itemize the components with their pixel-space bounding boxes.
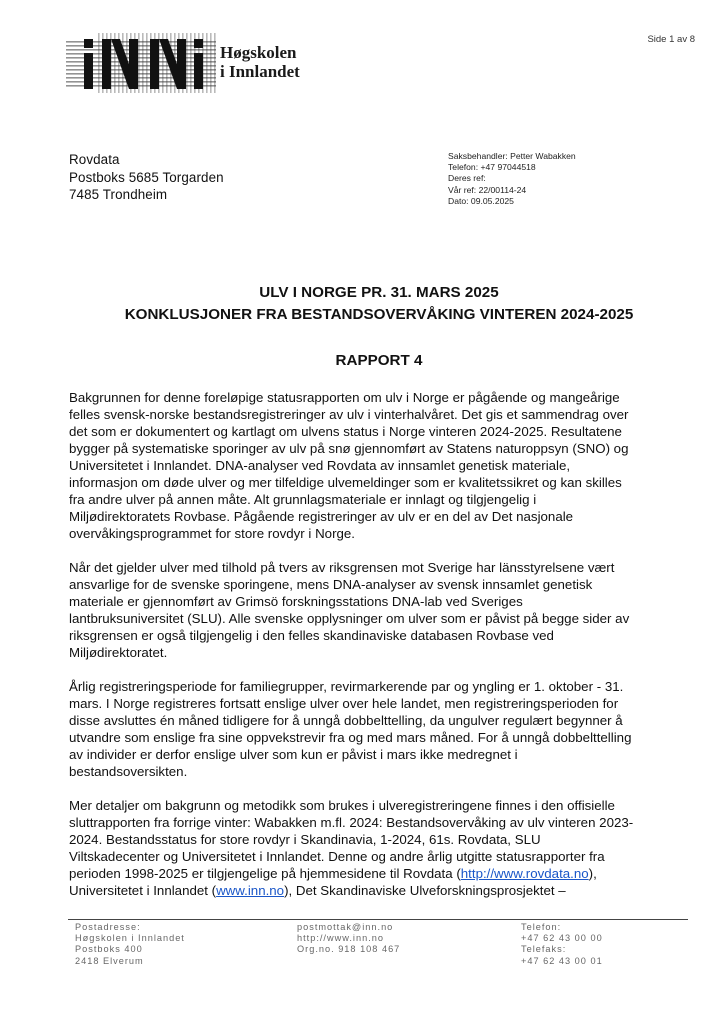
footer-phone xyxy=(521,922,603,967)
text-line: 2024. Bestandsstatus for store rovdyr i Skandinavia, 1-2024, 61s. Rovdata, SLU xyxy=(69,832,541,847)
footer-line: Postboks 400 xyxy=(75,944,143,955)
page-number: Side 1 av 8 xyxy=(647,34,695,45)
paragraph-registration-period xyxy=(69,678,691,780)
recipient-line: Postboks 5685 Torgarden xyxy=(69,169,224,185)
text-line: ansvarlige for de svenske sporingene, mens DNA-analyser av svensk innsamlet genetisk xyxy=(69,577,593,592)
text-line: Miljødirektoratets Rovbase. Pågående registreringer av ulv er en del av Det nasjonale xyxy=(69,509,574,524)
footer-postal-address xyxy=(75,922,185,967)
report-number: RAPPORT 4 xyxy=(335,352,423,369)
text-line: det som er dokumentert og kartlagt om ulvens status i Norge vinteren 2024-2025. Resultatene xyxy=(69,424,622,439)
text-line: felles svensk-norske bestandsregistreringer av ulv i vinterhalvåret. Det gis et sammendrag over xyxy=(69,407,629,422)
footer-contact xyxy=(297,922,400,956)
text-line xyxy=(69,882,691,899)
footer-line: 2418 Elverum xyxy=(75,955,144,966)
text-line: Årlig registreringsperiode for familiegrupper, revirmarkerende par og yngling er 1. oktober - 31. xyxy=(69,679,624,694)
inn-link[interactable]: www.inn.no xyxy=(216,883,285,898)
text-line: informasjon om døde ulver og mer tilfeldige ulvemeldinger som er kvalitetssikret og kan skilles xyxy=(69,475,622,490)
text-segment: ), Det Skandinaviske Ulveforskningsprosjektet – xyxy=(284,883,566,898)
title-line2: KONKLUSJONER FRA BESTANDSOVERVÅKING VINTEREN 2024-2025 xyxy=(124,306,634,323)
text-line xyxy=(69,865,691,882)
recipient-address xyxy=(69,151,224,204)
text-line: Miljødirektoratet. xyxy=(69,645,168,660)
inn-logo-mark-icon xyxy=(66,33,216,95)
text-line: utvandre som enslige fra sine oppvekstrevir fra og med mars måned. For å unngå dobbelttelling xyxy=(69,730,632,745)
text-line: bestandsoversikten. xyxy=(69,764,188,779)
recipient-line: 7485 Trondheim xyxy=(69,187,168,202)
text-segment: ), xyxy=(588,866,597,881)
logo-name-line2: i Innlandet xyxy=(220,62,300,81)
text-line: bygger på systematiske sporinger av ulv på snø gjennomført av Statens naturoppsyn (SNO) og xyxy=(69,441,629,456)
footer-line: Høgskolen i Innlandet xyxy=(75,933,185,944)
text-line: mars. I Norge registreres fortsatt enslige ulver over hele landet, men registreringsperioden for xyxy=(69,696,619,711)
text-line: Mer detaljer om bakgrunn og metodikk som brukes i ulveregistreringene finnes i den offisielle xyxy=(69,798,615,813)
text-line: overvåkingsprogrammet for store rovdyr i Norge. xyxy=(69,526,355,541)
text-line: av individer er derfor enslige ulver som kun er påvist i mars ikke medregnet i xyxy=(69,747,518,762)
logo-name-line1: Høgskolen xyxy=(220,43,297,62)
text-line: fra andre ulver på annen måte. Alt grunnlagsmateriale er innlagt og tilgjengelig i xyxy=(69,492,537,507)
paragraph-border-wolves xyxy=(69,559,691,661)
text-line: Bakgrunnen for denne foreløpige statusrapporten om ulv i Norge er pågående og mangeårige xyxy=(69,390,620,405)
case-their-ref: Deres ref: xyxy=(448,173,486,184)
text-line: Viltskadecenter og Universitetet i Innlandet. Denne og andre årlig utgitte statusrapporter fra xyxy=(69,849,605,864)
logo-wordmark xyxy=(220,43,300,81)
footer-divider xyxy=(68,919,688,920)
text-line: materiale er gjennomført av Grimsö forskningsstations DNA-lab ved Sveriges xyxy=(69,594,523,609)
paragraph-more-details xyxy=(69,797,691,899)
case-info xyxy=(448,151,576,207)
text-line: disse avsluttes én måned tidligere for å unngå dobbelttelling, da ungulver regulært begynner å xyxy=(69,713,623,728)
text-line: Når det gjelder ulver med tilhold på tvers av riksgrensen mot Sverige har länsstyrelsene vært xyxy=(69,560,615,575)
title-line1: ULV I NORGE PR. 31. MARS 2025 xyxy=(259,284,499,301)
text-line: Universitetet i Innlandet. DNA-analyser ved Rovdata av innsamlet genetisk materiale, xyxy=(69,458,571,473)
text-segment: perioden 1998-2025 er tilgjengelige på hjemmesidene til Rovdata ( xyxy=(69,866,461,881)
recipient-line: Rovdata xyxy=(69,152,120,167)
case-our-ref: Vår ref: 22/00114-24 xyxy=(448,184,527,195)
footer-email: postmottak@inn.no xyxy=(297,922,394,932)
case-phone: Telefon: +47 97044518 xyxy=(448,162,536,173)
institution-logo xyxy=(66,33,316,95)
text-line: sluttrapporten fra forrige vinter: Wabakken m.fl. 2024: Bestandsovervåking av ulv vinteren 2023- xyxy=(69,815,634,830)
footer-line: Postadresse: xyxy=(75,922,141,932)
case-date: Dato: 09.05.2025 xyxy=(448,195,514,206)
footer-line: Telefon: xyxy=(521,922,562,932)
text-segment: Universitetet i Innlandet ( xyxy=(69,883,217,898)
footer-website: http://www.inn.no xyxy=(297,933,384,944)
rovdata-link[interactable]: http://www.rovdata.no xyxy=(460,866,589,881)
document-title xyxy=(0,282,725,326)
footer-line: +47 62 43 00 01 xyxy=(521,955,603,966)
footer-line: Telefaks: xyxy=(521,944,567,955)
document-body xyxy=(69,389,691,916)
case-handler: Saksbehandler: Petter Wabakken xyxy=(448,151,576,161)
text-line: riksgrensen er også tilgjengelig i den felles skandinaviske databasen Rovbase ved xyxy=(69,628,554,643)
paragraph-background xyxy=(69,389,691,542)
footer-org-number: Org.no. 918 108 467 xyxy=(297,944,401,955)
footer-line: +47 62 43 00 00 xyxy=(521,933,603,944)
text-line: lantbruksuniversitet (SLU). Alle svenske opplysninger om ulver som er påvist på begge sider av xyxy=(69,611,630,626)
